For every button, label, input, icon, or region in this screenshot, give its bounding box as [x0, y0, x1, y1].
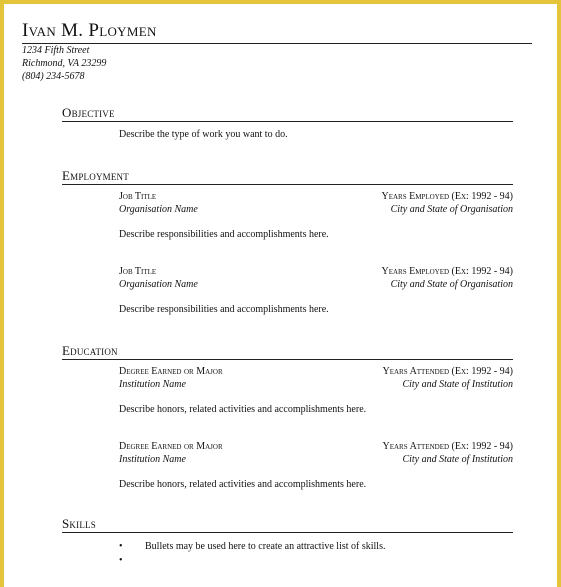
skills-heading: Skills: [62, 516, 96, 531]
candidate-name: Ivan M. Ploymen: [22, 20, 157, 41]
address-street: 1234 Fifth Street: [22, 45, 90, 56]
objective-divider: [62, 121, 513, 122]
address-phone: (804) 234-5678: [22, 71, 85, 82]
skills-bullet-item: [119, 555, 145, 566]
institution-location: City and State of Institution: [402, 379, 513, 390]
education-description: Describe honors, related activities and accomplishments here.: [119, 479, 367, 490]
employment-heading: Employment: [62, 168, 129, 183]
employment-divider: [62, 184, 513, 185]
skills-bullet-item: [119, 541, 385, 552]
address-city: Richmond, VA 23299: [22, 58, 107, 69]
name-divider: [22, 43, 532, 44]
years-employed: Years Employed (Ex: 1992 - 94): [381, 266, 513, 277]
education-heading: Education: [62, 343, 118, 358]
years-attended: Years Attended (Ex: 1992 - 94): [382, 441, 513, 452]
education-divider: [62, 359, 513, 360]
skills-divider: [62, 532, 513, 533]
bullet-icon: •: [119, 541, 123, 552]
education-description: Describe honors, related activities and accomplishments here.: [119, 404, 367, 415]
job-title: Job Title: [119, 266, 157, 277]
objective-text: Describe the type of work you want to do.: [119, 129, 288, 140]
institution-name: Institution Name: [119, 454, 186, 465]
organisation-name: Organisation Name: [119, 279, 198, 290]
resume-page: [4, 4, 557, 587]
organisation-name: Organisation Name: [119, 204, 198, 215]
organisation-location: City and State of Organisation: [390, 279, 513, 290]
bullet-icon: •: [119, 555, 123, 566]
institution-name: Institution Name: [119, 379, 186, 390]
degree-title: Degree Earned or Major: [119, 441, 223, 452]
objective-heading: Objective: [62, 105, 115, 120]
years-employed: Years Employed (Ex: 1992 - 94): [381, 191, 513, 202]
degree-title: Degree Earned or Major: [119, 366, 223, 377]
institution-location: City and State of Institution: [402, 454, 513, 465]
years-attended: Years Attended (Ex: 1992 - 94): [382, 366, 513, 377]
organisation-location: City and State of Organisation: [390, 204, 513, 215]
job-title: Job Title: [119, 191, 157, 202]
employment-description: Describe responsibilities and accomplishments here.: [119, 229, 329, 240]
skills-bullet-text: Bullets may be used here to create an attractive list of skills.: [145, 541, 386, 552]
employment-description: Describe responsibilities and accomplishments here.: [119, 304, 329, 315]
